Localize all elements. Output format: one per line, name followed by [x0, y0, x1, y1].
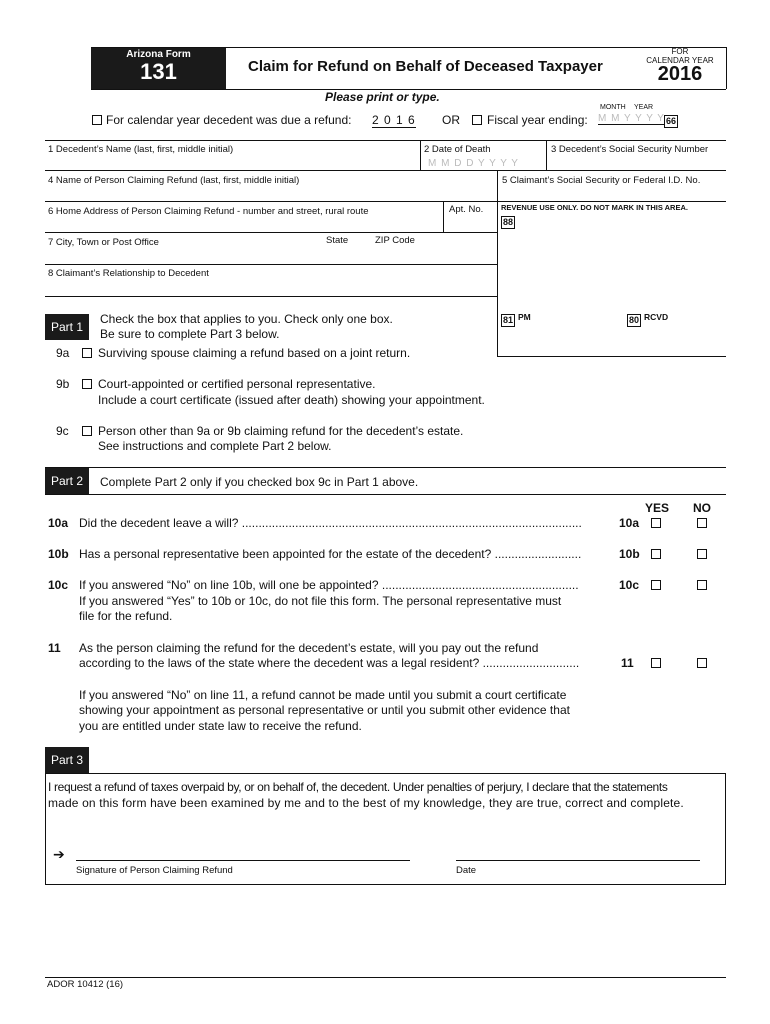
field-3-input[interactable] [548, 154, 724, 169]
line-10a-text: Did the decedent leave a will? ...................................................................................................... [79, 516, 582, 530]
form-number-block [91, 47, 226, 89]
apt-label: Apt. No. [449, 204, 484, 215]
line-9a-number: 9a [56, 346, 70, 360]
field-6-label: 6 Home Address of Person Claiming Refund - number and street, rural route [48, 206, 369, 217]
footer-form-code: ADOR 10412 (16) [47, 979, 124, 990]
line-9b-text-1: Court-appointed or certified personal representative. [98, 377, 376, 391]
no-header: NO [693, 501, 711, 515]
code-66-box: 66 [666, 116, 677, 126]
calendar-year-checkbox[interactable] [92, 115, 102, 125]
line-10c-yes-checkbox[interactable] [651, 580, 661, 590]
year-label: YEAR [634, 104, 654, 111]
line-9b-text-2: Include a court certificate (issued after death) showing your appointment. [98, 393, 485, 407]
code-88-box: 88 [503, 217, 514, 227]
code-81-box: 81 [503, 315, 514, 325]
zip-label: ZIP Code [375, 235, 415, 246]
line-10c-no-checkbox[interactable] [697, 580, 707, 590]
month-label: MONTH [600, 104, 626, 111]
line-11-note-2: showing your appointment as personal representative or until you submit other evidence that [79, 703, 570, 717]
line-10a-code: 10a [619, 516, 640, 530]
print-note: Please print or type. [325, 90, 440, 104]
field-2-input[interactable]: M M D D Y Y Y Y [428, 158, 519, 169]
line-11-code: 11 [621, 656, 634, 670]
line-9c-number: 9c [56, 424, 69, 438]
part-1-instruction-1: Check the box that applies to you. Check only one box. [100, 312, 393, 326]
signature-label: Signature of Person Claiming Refund [76, 865, 233, 876]
line-9c-text-2: See instructions and complete Part 2 below. [98, 439, 332, 453]
state-label: State [326, 235, 349, 246]
fiscal-year-checkbox[interactable] [472, 115, 482, 125]
form-label: Arizona Form [126, 49, 191, 60]
line-10c-number: 10c [48, 578, 69, 592]
signature-input[interactable] [76, 842, 410, 861]
line-10b-number: 10b [48, 547, 69, 561]
field-3-label: 3 Decedent’s Social Security Number [551, 144, 709, 155]
fiscal-year-label: Fiscal year ending: [487, 113, 588, 127]
line-10c-text-1: If you answered “No” on line 10b, will one be appointed? ........................................................... [79, 578, 579, 592]
line-10b-no-checkbox[interactable] [697, 549, 707, 559]
field-4-label: 4 Name of Person Claiming Refund (last, first, middle initial) [48, 175, 300, 186]
part-1-label: Part 1 [45, 314, 89, 340]
field-1-input[interactable] [46, 154, 418, 169]
tax-year: 2016 [657, 63, 703, 85]
field-2-label: 2 Date of Death [424, 144, 491, 155]
calendar-year-label: For calendar year decedent was due a refund: [106, 113, 352, 127]
calendar-year-value[interactable]: 2 0 1 6 [372, 113, 416, 127]
or-text: OR [442, 113, 460, 127]
part-2-instruction: Complete Part 2 only if you checked box 9c in Part 1 above. [100, 475, 419, 489]
field-7-input[interactable] [46, 248, 316, 263]
date-label: Date [456, 865, 477, 876]
line-11-note-3: you are entitled under state law to receive the refund. [79, 719, 362, 733]
line-10a-no-checkbox[interactable] [697, 518, 707, 528]
field-6-input[interactable] [46, 217, 441, 231]
form-title: Claim for Refund on Behalf of Deceased Taxpayer [248, 58, 603, 75]
declaration-line-1: I request a refund of taxes overpaid by, or on behalf of, the decedent. Under penalties of perjury, I declare that the statements [48, 780, 668, 794]
signature-arrow-icon: ➔ [53, 847, 65, 863]
part-3-label: Part 3 [45, 747, 89, 773]
form-number: 131 [140, 59, 177, 84]
part-1-instruction-2: Be sure to complete Part 3 below. [100, 327, 280, 341]
line-9b-checkbox[interactable] [82, 379, 92, 389]
line-10a-yes-checkbox[interactable] [651, 518, 661, 528]
line-9c-text-1: Person other than 9a or 9b claiming refund for the decedent’s estate. [98, 424, 464, 438]
field-5-input[interactable] [499, 185, 724, 200]
declaration-line-2: made on this form have been examined by me and to the best of my knowledge, they are true, correct and complete. [48, 796, 684, 810]
line-10c-code: 10c [619, 578, 640, 592]
field-1-label: 1 Decedent’s Name (last, first, middle initial) [48, 144, 234, 155]
field-8-label: 8 Claimant’s Relationship to Decedent [48, 268, 209, 279]
line-11-no-checkbox[interactable] [697, 658, 707, 668]
yes-header: YES [645, 501, 670, 515]
rcvd-label: RCVD [644, 312, 669, 322]
apt-input[interactable] [445, 217, 495, 231]
date-input[interactable] [456, 842, 700, 861]
line-9b-number: 9b [56, 377, 70, 391]
line-10a-number: 10a [48, 516, 69, 530]
line-10b-yes-checkbox[interactable] [651, 549, 661, 559]
line-10c-text-2: If you answered “Yes” to 10b or 10c, do not file this form. The personal representative must [79, 594, 562, 608]
line-10b-code: 10b [619, 547, 640, 561]
part-2-label: Part 2 [45, 468, 89, 494]
pm-label: PM [518, 312, 531, 322]
line-9c-checkbox[interactable] [82, 426, 92, 436]
line-11-note-1: If you answered “No” on line 11, a refund cannot be made until you submit a court certificate [79, 688, 567, 702]
line-11-text-2: according to the laws of the state where the decedent was a legal resident? ............................. [79, 656, 580, 670]
field-8-input[interactable] [46, 279, 495, 295]
field-4-input[interactable] [46, 185, 495, 200]
field-5-label: 5 Claimant’s Social Security or Federal I.D. No. [502, 175, 701, 186]
line-9a-text: Surviving spouse claiming a refund based on a joint return. [98, 346, 411, 360]
field-7-label: 7 City, Town or Post Office [48, 237, 159, 248]
revenue-use-only: REVENUE USE ONLY. DO NOT MARK IN THIS AREA. [501, 203, 688, 212]
line-10b-text: Has a personal representative been appointed for the estate of the decedent? .......................... [79, 547, 582, 561]
line-10c-text-3: file for the refund. [79, 609, 173, 623]
fiscal-year-input[interactable]: M M Y Y Y Y [598, 113, 665, 124]
line-11-number: 11 [48, 641, 61, 655]
line-11-text-1: As the person claiming the refund for the decedent’s estate, will you pay out the refund [79, 641, 539, 655]
line-11-yes-checkbox[interactable] [651, 658, 661, 668]
for-calendar-year: FOR CALENDAR YEAR [646, 47, 714, 65]
line-9a-checkbox[interactable] [82, 348, 92, 358]
code-80-box: 80 [629, 315, 640, 325]
